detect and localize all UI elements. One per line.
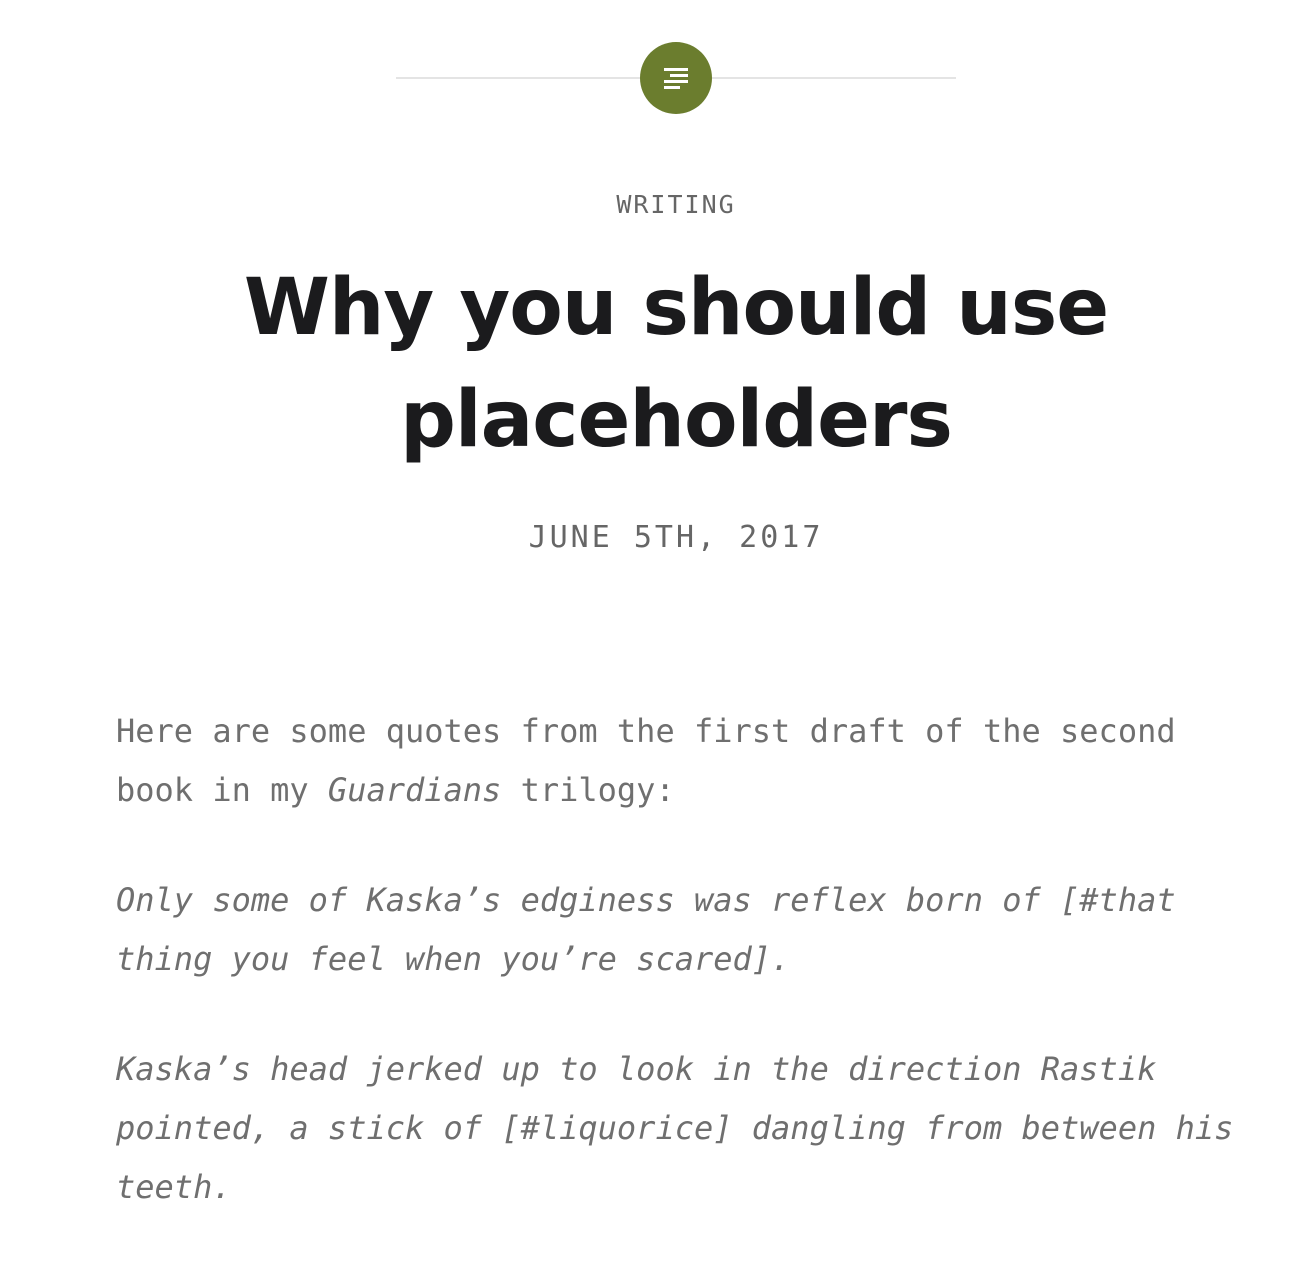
post-content (116, 702, 1236, 1268)
quote-paragraph: Kaska’s head jerked up to look in the direction Rastik pointed, a stick of [#liquorice] dangling from between his teeth. (116, 1050, 1234, 1206)
intro-text-end: trilogy: (501, 771, 675, 809)
post-title: Why you should use placeholders (243, 263, 1109, 465)
category-link[interactable]: WRITING (616, 190, 736, 219)
quote-paragraph: Only some of Kaska’s edginess was reflex born of [#that thing you feel when you’re scared]. (116, 881, 1176, 978)
intro-paragraph (116, 702, 1236, 820)
text-lines-icon (662, 66, 690, 90)
post-format-badge (640, 42, 712, 114)
intro-text: Here are some quotes from the first draft of the second book in my (116, 712, 1176, 809)
book-title-emphasis: Guardians (327, 771, 502, 809)
post-date: JUNE 5TH, 2017 (528, 520, 824, 555)
